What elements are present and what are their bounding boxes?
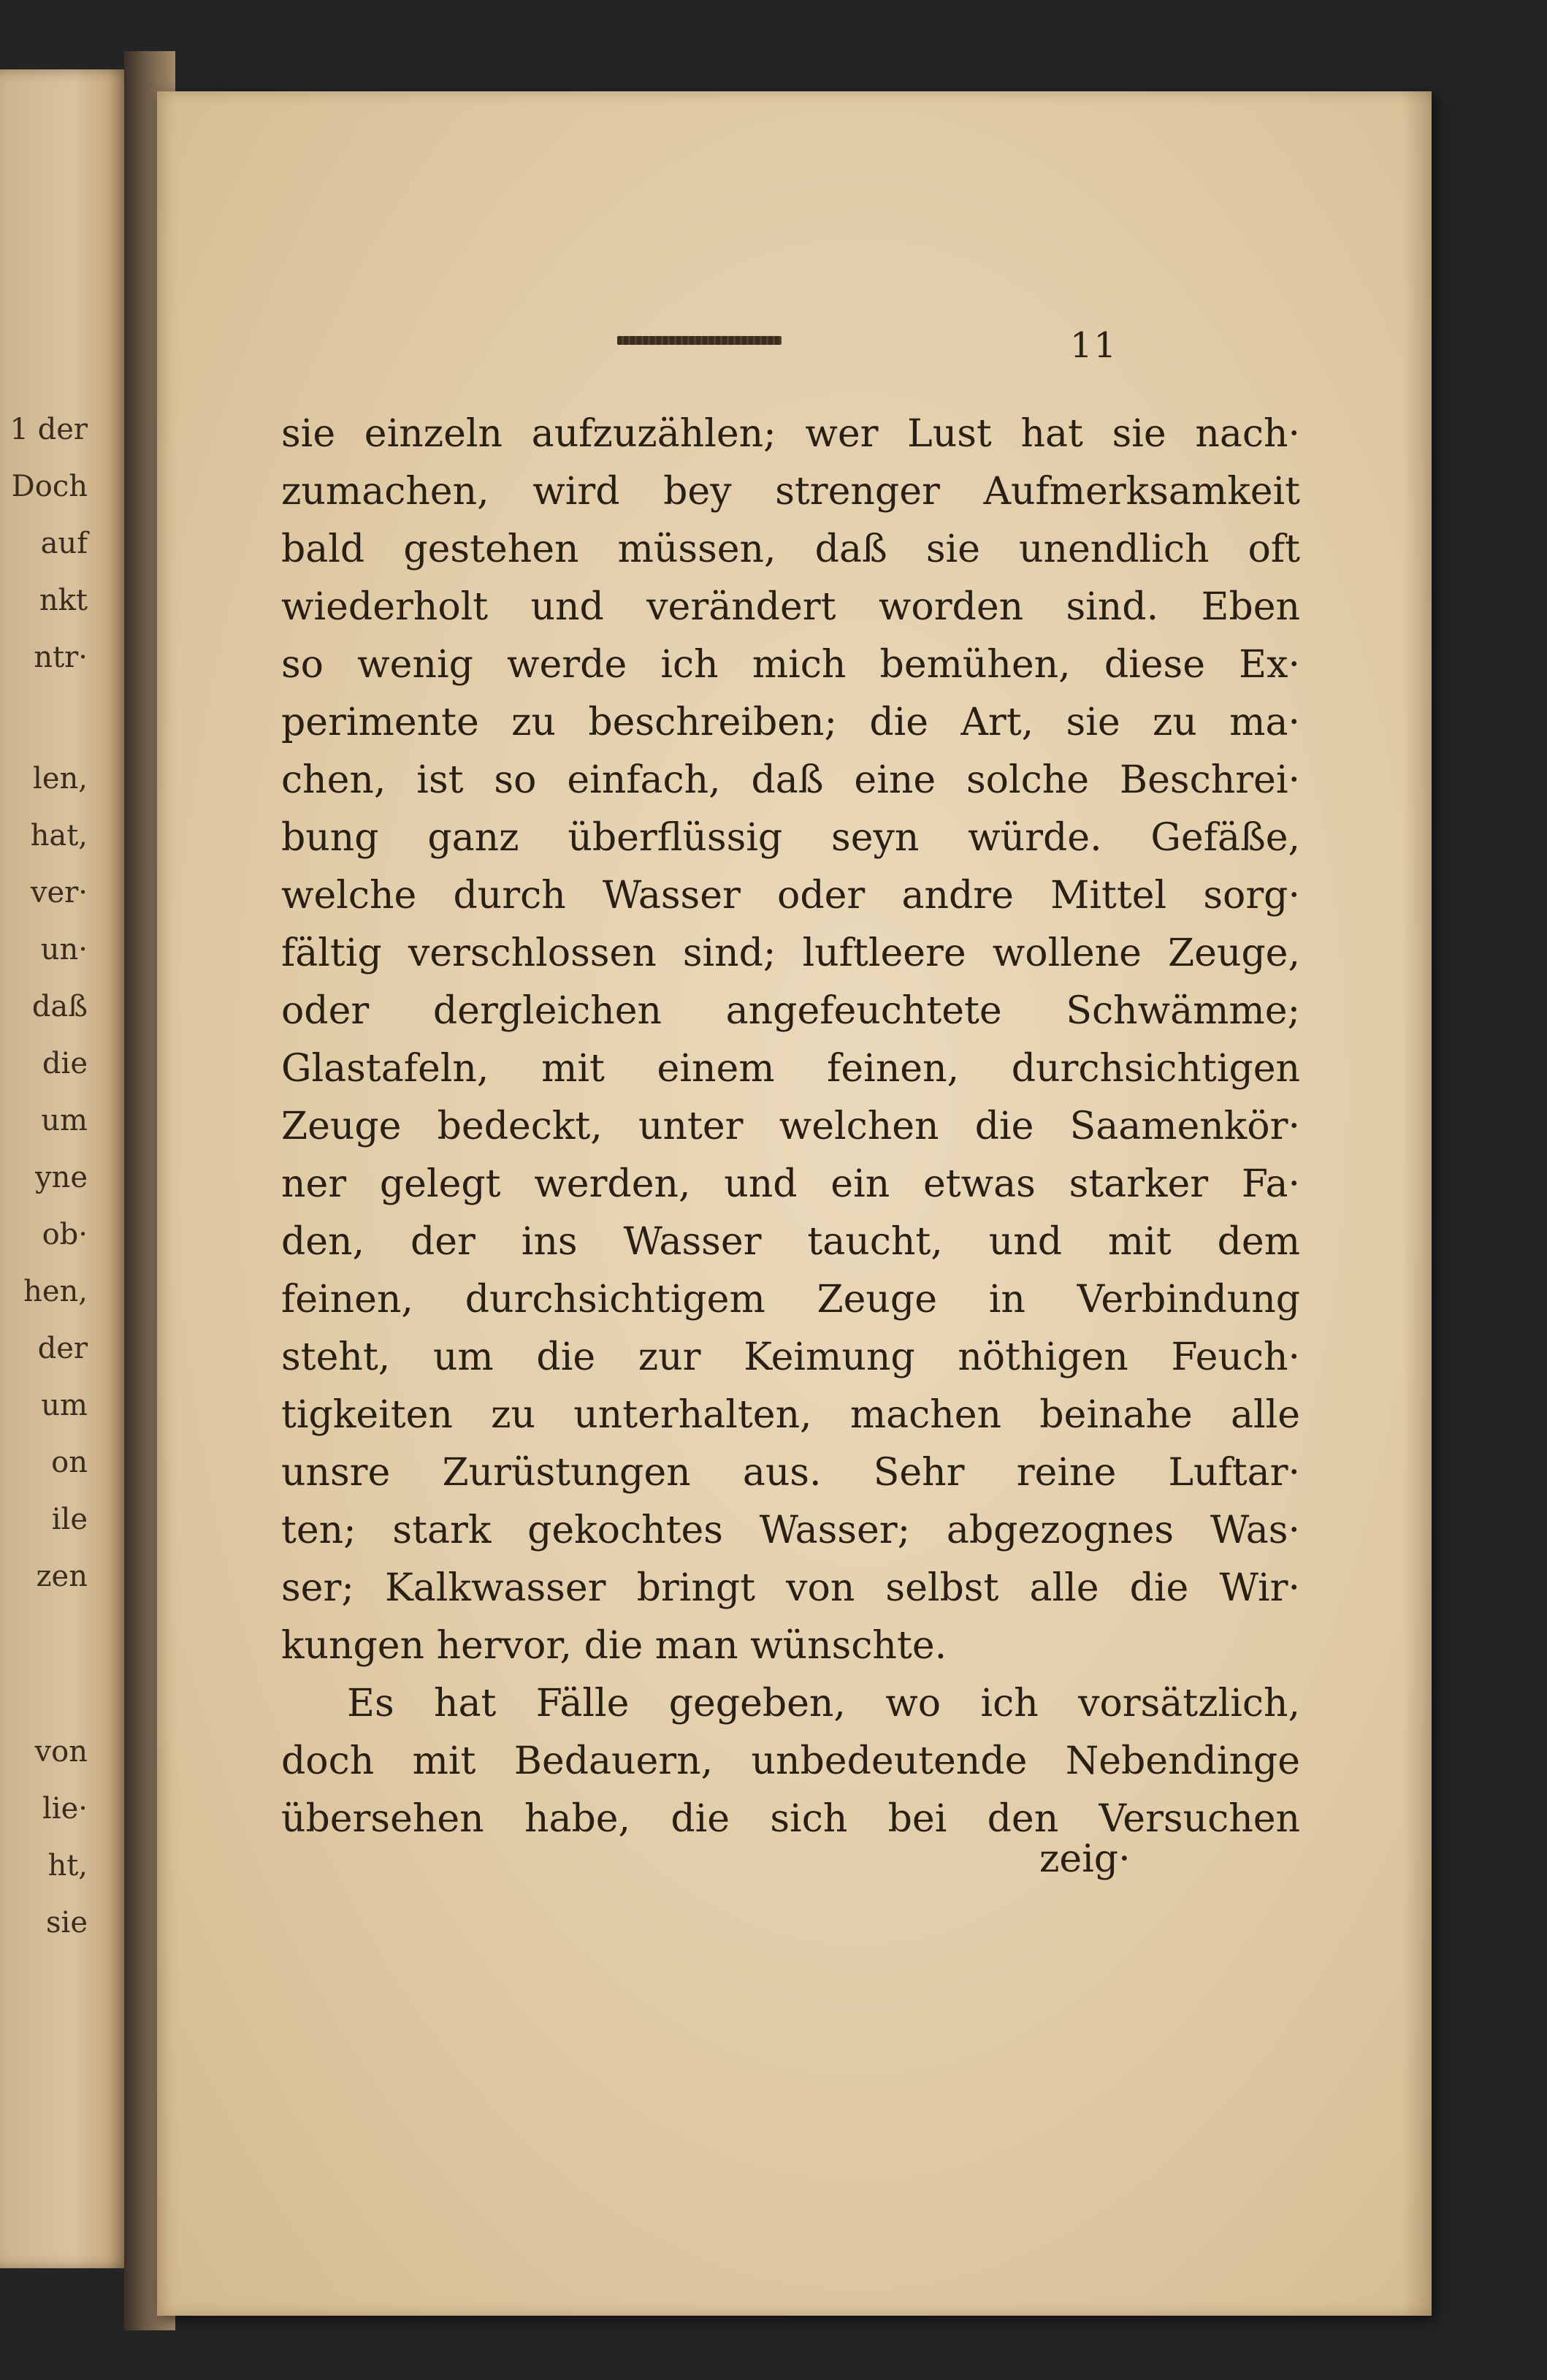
text-line: sie einzeln aufzuzählen; wer Lust hat sie nach· — [281, 412, 1300, 456]
margin-fragment: yne — [34, 1161, 88, 1194]
margin-fragment: ile — [51, 1503, 88, 1536]
margin-fragment: ver· — [30, 876, 88, 909]
margin-fragment: daß — [31, 990, 88, 1023]
margin-fragment: ht, — [47, 1849, 88, 1883]
text-line-paragraph-start: Es hat Fälle gegeben, wo ich vorsätzlich, — [347, 1682, 1300, 1725]
header-ornament-rule — [617, 336, 782, 345]
page-body-text — [281, 405, 1300, 1848]
margin-fragment: auf — [40, 527, 88, 560]
text-line: bald gestehen müssen, daß sie unendlich oft — [281, 527, 1300, 571]
text-line: perimente zu beschreiben; die Art, sie zu ma· — [281, 701, 1300, 744]
margin-fragment: um — [41, 1389, 88, 1422]
margin-fragment: ntr· — [34, 641, 88, 674]
text-line: Zeuge bedeckt, unter welchen die Saamenkör· — [281, 1105, 1300, 1148]
text-line: wiederholt und verändert worden sind. Eben — [281, 585, 1300, 629]
margin-fragment: len, — [33, 762, 88, 796]
margin-fragment: Doch — [11, 470, 88, 503]
margin-fragment: um — [41, 1104, 88, 1137]
previous-page-edge — [0, 69, 131, 2268]
text-line: steht, um die zur Keimung nöthigen Feuch· — [281, 1335, 1300, 1379]
text-line: ten; stark gekochtes Wasser; abgezognes Was· — [281, 1509, 1300, 1552]
text-line: feinen, durchsichtigem Zeuge in Verbindung — [281, 1278, 1300, 1321]
text-line: zumachen, wird bey strenger Aufmerksamkeit — [281, 470, 1300, 514]
margin-fragment: ob· — [42, 1218, 88, 1251]
text-line: kungen hervor, die man wünschte. — [281, 1624, 947, 1668]
text-line: Glastafeln, mit einem feinen, durchsichtigen — [281, 1047, 1300, 1091]
text-line: tigkeiten zu unterhalten, machen beinahe alle — [281, 1393, 1300, 1437]
text-line: welche durch Wasser oder andre Mittel sorg· — [281, 874, 1300, 918]
margin-fragment: hat, — [30, 819, 88, 853]
text-line: so wenig werde ich mich bemühen, diese Ex· — [281, 643, 1300, 687]
margin-fragment: die — [42, 1047, 88, 1080]
text-line: ser; Kalkwasser bringt von selbst alle die Wir· — [281, 1566, 1300, 1610]
text-line: den, der ins Wasser taucht, und mit dem — [281, 1220, 1300, 1264]
text-line: bung ganz überflüssig seyn würde. Gefäße, — [281, 816, 1300, 860]
catchword: zeig· — [1039, 1837, 1131, 1881]
margin-fragment: von — [34, 1735, 88, 1769]
margin-fragment: zen — [36, 1560, 88, 1593]
text-line: unsre Zurüstungen aus. Sehr reine Luftar· — [281, 1451, 1300, 1495]
page-number: 11 — [1070, 325, 1118, 366]
text-line: chen, ist so einfach, daß eine solche Beschrei· — [281, 758, 1300, 802]
margin-fragment: hen, — [23, 1275, 88, 1308]
book-page — [157, 91, 1432, 2316]
text-line: ner gelegt werden, und ein etwas starker Fa· — [281, 1162, 1300, 1206]
margin-fragment: der — [37, 1332, 88, 1365]
text-line: übersehen habe, die sich bei den Versuchen — [281, 1797, 1300, 1841]
margin-fragment: sie — [46, 1906, 88, 1940]
margin-fragment: on — [51, 1446, 88, 1479]
text-line: doch mit Bedauern, unbedeutende Nebendinge — [281, 1739, 1300, 1783]
text-line: fältig verschlossen sind; luftleere wollene Zeuge, — [281, 931, 1300, 975]
margin-fragment: un· — [40, 933, 88, 966]
margin-fragment: lie· — [42, 1792, 88, 1826]
previous-page-text-fragments — [0, 69, 88, 2268]
text-line: oder dergleichen angefeuchtete Schwämme; — [281, 989, 1300, 1033]
margin-fragment: 1 der — [9, 413, 88, 446]
margin-fragment: nkt — [39, 584, 88, 617]
